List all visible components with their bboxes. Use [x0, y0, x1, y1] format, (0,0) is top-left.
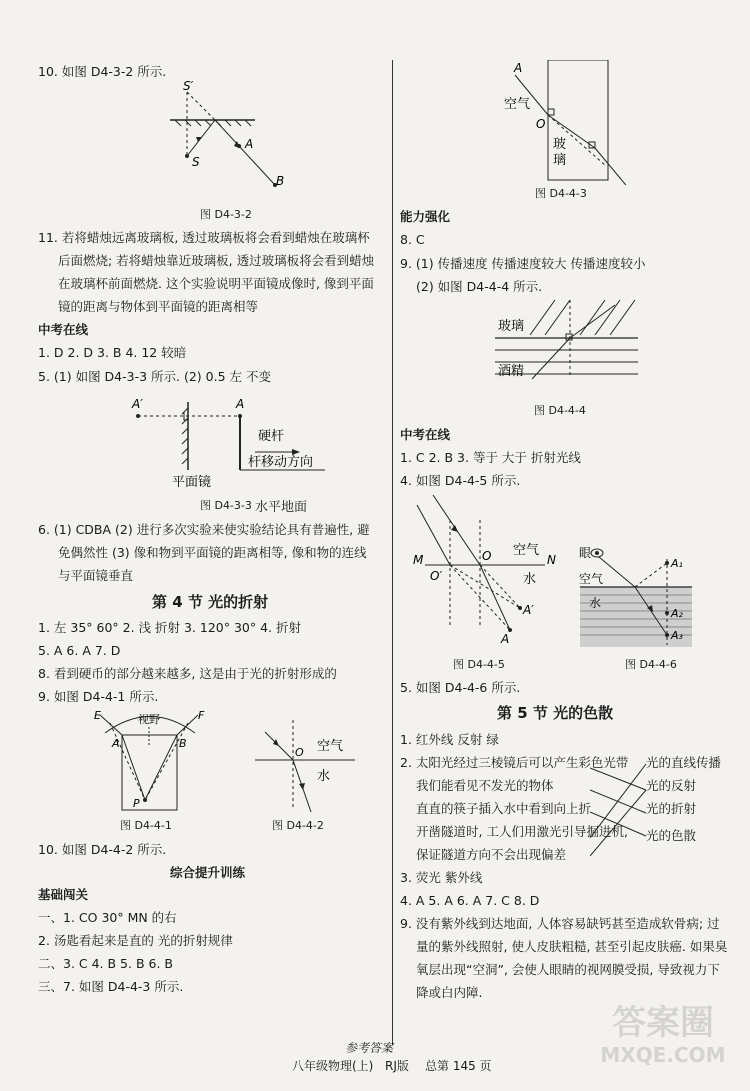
label-rod: 硬杆 — [258, 429, 285, 444]
matching-lines — [590, 760, 650, 860]
label-m: M — [413, 553, 424, 567]
answer-q11-line4: 镜的距离与物体到平面镜的距离相等 — [58, 299, 259, 314]
figure-d4-4-1 — [90, 705, 215, 815]
figure-d4-4-4 — [490, 295, 640, 380]
s5-left-1: 我们能看见不发光的物体 — [416, 778, 554, 793]
watermark-logo — [588, 1003, 738, 1083]
label-s: S — [192, 155, 200, 169]
figure-d4-4-6 — [575, 545, 700, 650]
caption-d4-4-3: 图 D4-4-3 — [535, 187, 587, 200]
column-divider — [392, 60, 393, 1045]
footer-grade: 八年级物理(上) — [292, 1059, 374, 1073]
s5-q4: 4. A 5. A 6. A 7. C 8. D — [400, 893, 540, 908]
label-b: B — [179, 737, 187, 750]
caption-d4-3-2: 图 D4-3-2 — [200, 208, 252, 221]
label-s-prime: S′ — [183, 80, 194, 93]
label-n: N — [547, 553, 556, 567]
caption-d4-4-6: 图 D4-4-6 — [625, 658, 677, 671]
label-b: B — [276, 174, 285, 188]
label-air: 空气 — [317, 739, 344, 754]
label-eye: 眼 — [579, 546, 592, 560]
watermark-text: 答案圈 — [612, 1003, 714, 1043]
s4-q5: 5. A 6. A 7. D — [38, 643, 121, 658]
answer-q11-line2: 后面燃烧; 若将蜡烛靠近玻璃板, 透过玻璃板将会看到蜡烛 — [58, 253, 375, 268]
label-glass: 玻璃 — [498, 319, 525, 334]
s5-right-3: 光的折射 — [646, 801, 697, 816]
label-a1: A₁ — [671, 557, 683, 570]
label-mirror: 平面镜 — [172, 475, 212, 490]
caption-d4-4-1: 图 D4-4-1 — [120, 819, 172, 832]
footer-page: 总第 145 页 — [425, 1059, 492, 1073]
figure-d4-4-5 — [405, 490, 565, 650]
nl-9: 9. (1) 传播速度 传播速度较大 传播速度较小 — [400, 256, 646, 271]
caption-d4-4-2: 图 D4-4-2 — [272, 819, 324, 832]
zk-q1: 1. D 2. D 3. B 4. 12 较暗 — [38, 345, 187, 360]
label-o: O — [536, 117, 546, 131]
label-f: F — [198, 709, 205, 722]
label-glass-1: 玻 — [553, 137, 567, 152]
label-a-prime: A′ — [523, 603, 534, 617]
s5-q9-line2: 量的紫外线照射, 使人皮肤粗糙, 甚至引起皮肤癌. 如果臭 — [416, 939, 728, 954]
label-air: 空气 — [579, 572, 604, 586]
figure-d4-3-3 — [120, 390, 340, 495]
label-o: O — [295, 746, 304, 759]
label-a: A — [236, 397, 245, 411]
jc-1: 一、1. CO 30° MN 的右 — [38, 910, 177, 925]
section-jichu: 基础闯关 — [38, 887, 89, 902]
footer-title: 参考答案 — [345, 1041, 394, 1055]
s5-q9-line1: 9. 没有紫外线到达地面, 人体容易缺钙甚至造成软骨病; 过 — [400, 916, 720, 931]
s4-q9: 9. 如图 D4-4-1 所示. — [38, 689, 159, 704]
label-water: 水 — [523, 572, 537, 587]
zk2-q1: 1. C 2. B 3. 等于 大于 折射光线 — [400, 450, 581, 465]
s5-left-3: 开凿隧道时, 工人们用激光引导掘进机, — [416, 824, 628, 839]
caption-d4-3-3: 图 D4-3-3 — [200, 499, 252, 512]
label-alcohol: 酒精 — [498, 364, 525, 379]
caption-d4-4-5: 图 D4-4-5 — [453, 658, 505, 671]
label-a: A — [112, 737, 120, 750]
section-nengli: 能力强化 — [400, 209, 451, 224]
label-a: A — [514, 61, 523, 75]
section-zonghe: 综合提升训练 — [170, 865, 246, 880]
label-water: 水 — [589, 596, 602, 610]
figure-d4-4-3 — [500, 60, 640, 185]
jc-7: 三、7. 如图 D4-4-3 所示. — [38, 979, 184, 994]
s5-q9-line4: 降或白内障. — [416, 985, 483, 1000]
label-glass-2: 璃 — [553, 153, 567, 168]
label-move: 杆移动方向 — [248, 455, 314, 470]
zk2-q5: 5. 如图 D4-4-6 所示. — [400, 680, 521, 695]
zk2-q4: 4. 如图 D4-4-5 所示. — [400, 473, 521, 488]
label-a3: A₃ — [671, 629, 683, 642]
s4-q8: 8. 看到硬币的部分越来越多, 这是由于光的折射形成的 — [38, 666, 337, 681]
section-zhongkao-2: 中考在线 — [400, 427, 451, 442]
label-p: P — [133, 797, 140, 810]
caption-d4-4-4: 图 D4-4-4 — [534, 404, 586, 417]
label-e: E — [94, 709, 101, 722]
figure-d4-4-2 — [245, 720, 365, 820]
answer-q11-line3: 在玻璃杯前面燃烧. 这个实验说明平面镜成像时, 像到平面 — [58, 276, 374, 291]
footer-edition: RJ版 — [385, 1059, 409, 1073]
zk-q6-line3: 与平面镜垂直 — [58, 568, 134, 583]
section-5-title: 第 5 节 光的色散 — [497, 704, 614, 722]
zk-q6-line2: 免偶然性 (3) 像和物到平面镜的距离相等, 像和物的连线 — [58, 545, 367, 560]
label-air: 空气 — [504, 97, 531, 112]
s5-right-1: 光的直线传播 — [646, 755, 722, 770]
watermark-url: MXQE.COM — [600, 1043, 726, 1067]
s5-left-2: 直直的筷子插入水中看到向上折 — [416, 801, 592, 816]
label-o: O — [482, 549, 492, 563]
answer-q11-line1: 11. 若将蜡烛远离玻璃板, 透过玻璃板将会看到蜡烛在玻璃杯 — [38, 230, 370, 245]
s5-q1: 1. 红外线 反射 绿 — [400, 732, 499, 747]
s4-q1: 1. 左 35° 60° 2. 浅 折射 3. 120° 30° 4. 折射 — [38, 620, 301, 635]
label-a-prime: A′ — [132, 397, 143, 411]
section-zhongkao-1: 中考在线 — [38, 322, 89, 337]
s5-q2: 2. 太阳光经过三棱镜后可以产生彩色光带 — [400, 755, 629, 770]
section-4-title: 第 4 节 光的折射 — [152, 593, 269, 611]
label-view: 视野 — [138, 713, 160, 726]
label-o-prime: O′ — [430, 569, 443, 583]
label-air: 空气 — [513, 543, 540, 558]
zk-q6-line1: 6. (1) CDBA (2) 进行多次实验来使实验结论具有普遍性, 避 — [38, 522, 370, 537]
s5-left-4: 保证隧道方向不会出现偏差 — [416, 847, 567, 862]
nl-8: 8. C — [400, 232, 425, 247]
s5-q3: 3. 荧光 紫外线 — [400, 870, 483, 885]
s5-right-2: 光的反射 — [646, 778, 697, 793]
label-a: A — [245, 137, 254, 151]
jc-3: 二、3. C 4. B 5. B 6. B — [38, 956, 173, 971]
s5-right-4: 光的色散 — [646, 828, 697, 843]
s4-q10: 10. 如图 D4-4-2 所示. — [38, 842, 167, 857]
label-ground: 水平地面 — [255, 500, 308, 515]
s5-q9-line3: 氧层出现“空洞”, 会使人眼睛的视网膜受损, 导致视力下 — [416, 962, 720, 977]
jc-2: 2. 汤匙看起来是直的 光的折射规律 — [38, 933, 233, 948]
label-water: 水 — [317, 769, 331, 784]
answer-q10: 10. 如图 D4-3-2 所示. — [38, 64, 167, 79]
nl-9b: (2) 如图 D4-4-4 所示. — [416, 279, 543, 294]
label-a2: A₂ — [671, 607, 683, 620]
label-a: A — [501, 632, 510, 646]
zk-q5: 5. (1) 如图 D4-3-3 所示. (2) 0.5 左 不变 — [38, 369, 271, 384]
